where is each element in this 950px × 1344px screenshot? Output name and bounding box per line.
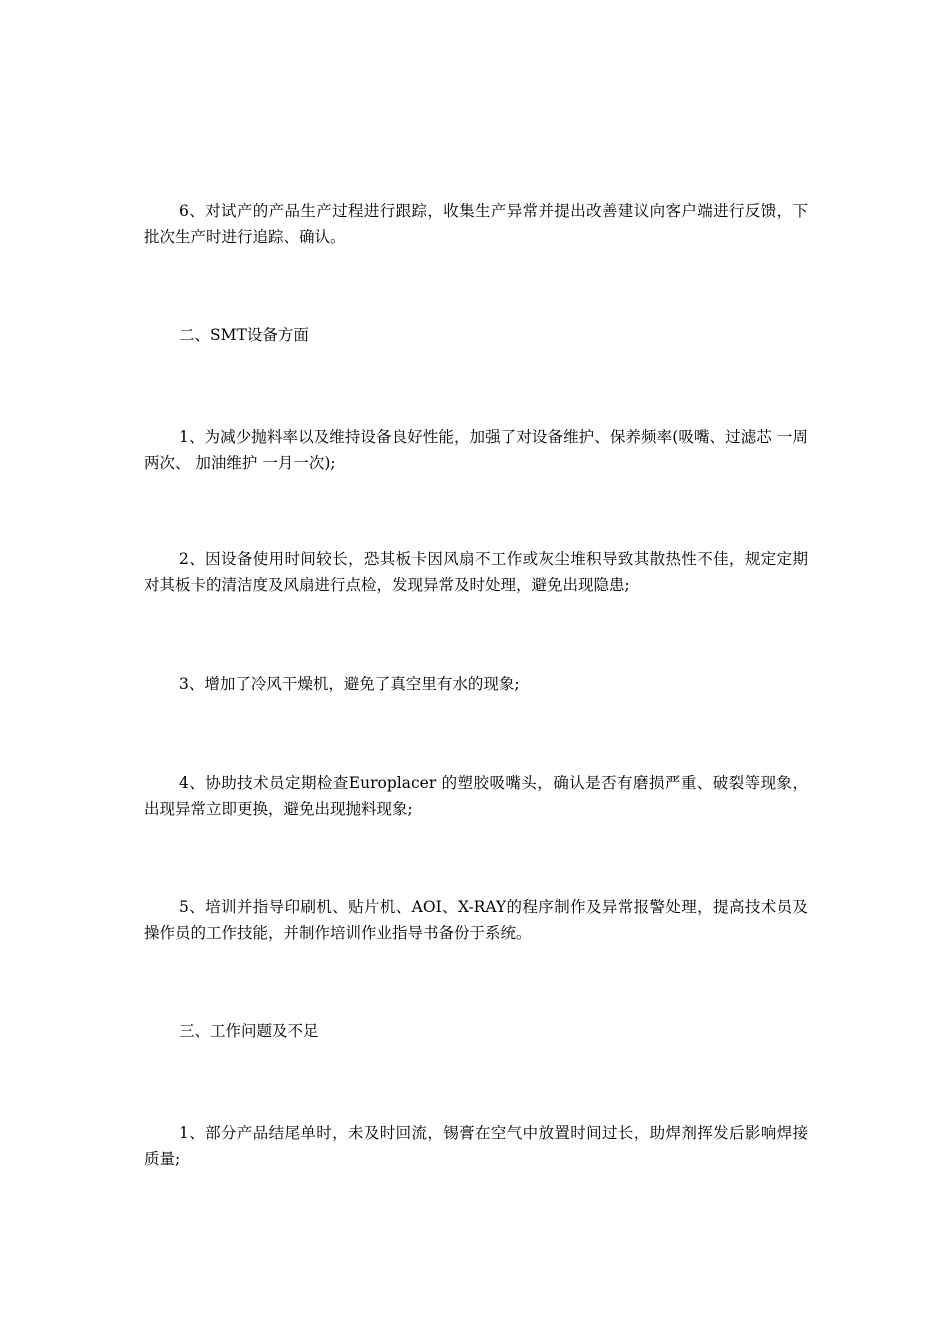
paragraph-program-training: 5、培训并指导印刷机、贴片机、AOI、X-RAY的程序制作及异常报警处理，提高技术员及操作员的工作技能，并制作培训作业指导书备份于系统。 — [144, 898, 808, 942]
paragraph-cold-air-dryer: 3、增加了冷风干燥机，避免了真空里有水的现象; — [179, 675, 520, 693]
section-heading-smt-equipment: 二、SMT设备方面 — [179, 326, 309, 344]
paragraph-trial-production-tracking: 6、对试产的产品生产过程进行跟踪，收集生产异常并提出改善建议向客户端进行反馈，下批次生产时进行追踪、确认。 — [144, 202, 808, 246]
paragraph-board-fan-inspection: 2、因设备使用时间较长，恐其板卡因风扇不工作或灰尘堆积导致其散热性不佳，规定定期对其板卡的清洁度及风扇进行点检，发现异常及时处理，避免出现隐患; — [144, 550, 808, 594]
section-heading-work-issues: 三、工作问题及不足 — [179, 1022, 319, 1040]
paragraph-equipment-maintenance: 1、为减少抛料率以及维持设备良好性能，加强了对设备维护、保养频率(吸嘴、过滤芯 一周两次、 加油维护 一月一次); — [144, 428, 808, 472]
paragraph-nozzle-inspection: 4、协助技术员定期检查Europlacer 的塑胶吸嘴头，确认是否有磨损严重、破裂等现象，出现异常立即更换，避免出现抛料现象; — [144, 774, 808, 818]
paragraph-solder-paste-issue: 1、部分产品结尾单时，未及时回流，锡膏在空气中放置时间过长，助焊剂挥发后影响焊接质量; — [144, 1124, 808, 1168]
